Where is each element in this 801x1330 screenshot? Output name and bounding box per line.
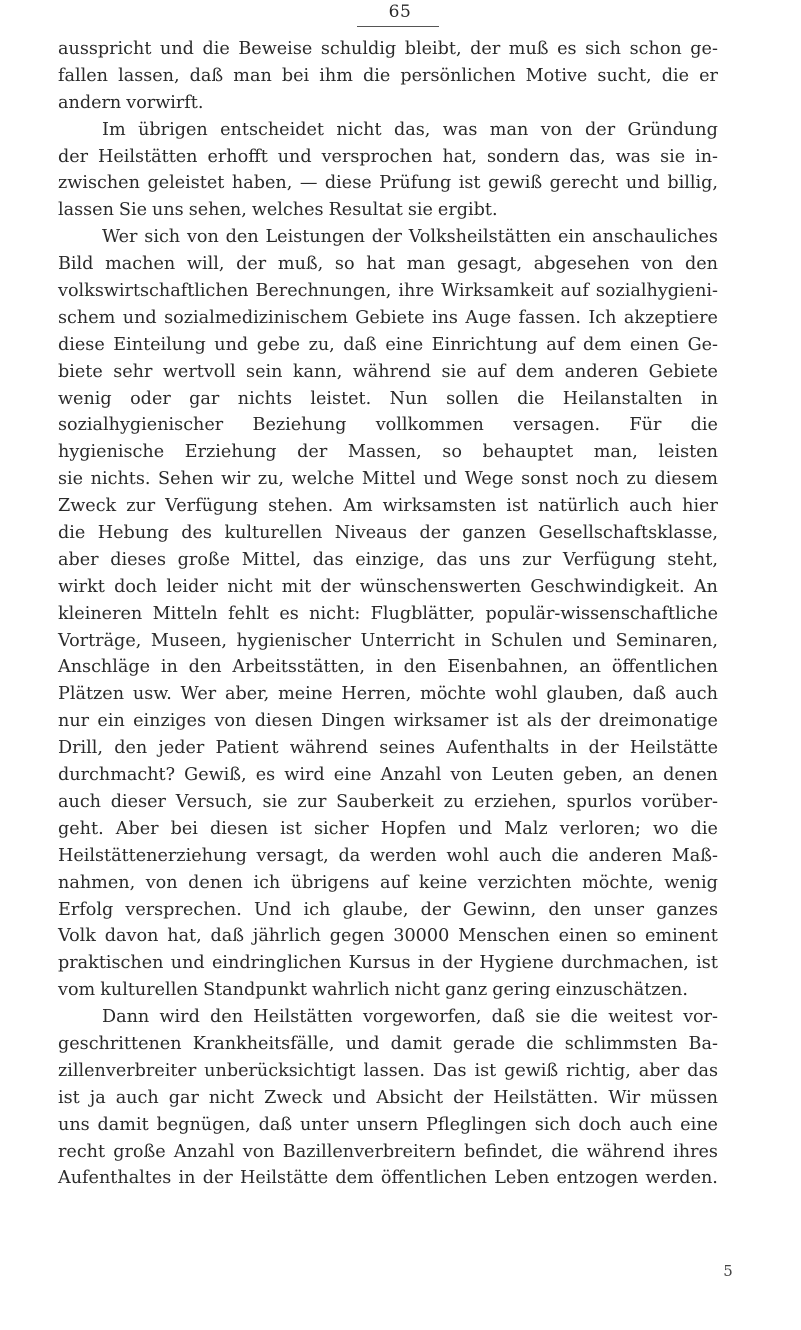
text-line: geht. Aber bei diesen ist sicher Hopfen und Malz verloren; wo die	[58, 818, 718, 839]
signature-mark: 5	[723, 1262, 733, 1280]
text-line: sie nichts. Sehen wir zu, welche Mittel und Wege sonst noch zu diesem	[58, 469, 718, 490]
text-line: ist ja auch gar nicht Zweck und Absicht der Heilstätten. Wir müssen	[58, 1087, 718, 1108]
text-line: Heilstättenerziehung versagt, da werden wohl auch die anderen Maß-	[58, 845, 718, 866]
text-line: Drill, den jeder Patient während seines Aufenthalts in der Heilstätte	[58, 738, 718, 759]
text-line: Anschläge in den Arbeitsstätten, in den Eisenbahnen, an öffentlichen	[58, 657, 718, 678]
page-number: 65	[388, 2, 412, 22]
text-line: Plätzen usw. Wer aber, meine Herren, möchte wohl glauben, daß auch	[58, 684, 718, 705]
text-line: fallen lassen, daß man bei ihm die persönlichen Motive sucht, die er	[58, 65, 718, 86]
text-line: Im übrigen entscheidet nicht das, was man von der Gründung	[102, 119, 718, 140]
text-line: die Hebung des kulturellen Niveaus der ganzen Gesellschaftsklasse,	[58, 523, 718, 544]
text-line: schem und sozialmedizinischem Gebiete ins Auge fassen. Ich akzeptiere	[58, 307, 718, 328]
text-line: der Heilstätten erhofft und versprochen hat, sondern das, was sie in-	[58, 146, 718, 167]
text-line: Aufenthaltes in der Heilstätte dem öffentlichen Leben entzogen werden.	[58, 1168, 718, 1189]
text-line: Dann wird den Heilstätten vorgeworfen, daß sie die weitest vor-	[102, 1007, 718, 1028]
text-line: Vorträge, Museen, hygienischer Unterricht in Schulen und Seminaren,	[58, 630, 718, 651]
body-text	[58, 36, 718, 1192]
text-line: geschrittenen Krankheitsfälle, und damit gerade die schlimmsten Ba-	[58, 1033, 718, 1054]
text-line: wirkt doch leider nicht mit der wünschenswerten Geschwindigkeit. An	[58, 576, 718, 597]
text-line: zillenverbreiter unberücksichtigt lassen. Das ist gewiß richtig, aber das	[58, 1060, 718, 1081]
text-line: andern vorwirft.	[58, 92, 204, 113]
text-line: vom kulturellen Standpunkt wahrlich nicht ganz gering einzuschätzen.	[58, 980, 688, 1001]
text-line: Bild machen will, der muß, so hat man gesagt, abgesehen von den	[58, 254, 718, 275]
text-line: uns damit begnügen, daß unter unsern Pfleglingen sich doch auch eine	[58, 1114, 718, 1135]
text-line: lassen Sie uns sehen, welches Resultat sie ergibt.	[58, 200, 498, 221]
text-line: nur ein einziges von diesen Dingen wirksamer ist als der dreimonatige	[58, 711, 718, 732]
header-rule	[357, 26, 439, 27]
text-line: praktischen und eindringlichen Kursus in der Hygiene durchmachen, ist	[58, 953, 718, 974]
text-line: sozialhygienischer Beziehung vollkommen versagen. Für die	[58, 415, 718, 436]
text-line: ausspricht und die Beweise schuldig bleibt, der muß es sich schon ge-	[58, 39, 718, 59]
text-line: wenig oder gar nichts leistet. Nun sollen die Heilanstalten in	[58, 388, 718, 409]
text-line: nahmen, von denen ich übrigens auf keine verzichten möchte, wenig	[58, 872, 718, 893]
text-line: auch dieser Versuch, sie zur Sauberkeit zu erziehen, spurlos vorüber-	[58, 791, 718, 812]
text-line: hygienische Erziehung der Massen, so behauptet man, leisten	[58, 442, 718, 463]
text-line: kleineren Mitteln fehlt es nicht: Flugblätter, populär-wissenschaftliche	[58, 603, 718, 624]
text-line: Erfolg versprechen. Und ich glaube, der Gewinn, den unser ganzes	[58, 899, 718, 920]
text-line: biete sehr wertvoll sein kann, während sie auf dem anderen Gebiete	[58, 361, 718, 382]
text-line: Wer sich von den Leistungen der Volksheilstätten ein anschauliches	[102, 227, 718, 248]
text-line: diese Einteilung und gebe zu, daß eine Einrichtung auf dem einen Ge-	[58, 334, 718, 355]
text-line: Volk davon hat, daß jährlich gegen 30000 Menschen einen so eminent	[58, 926, 718, 947]
text-line: durchmacht? Gewiß, es wird eine Anzahl von Leuten geben, an denen	[58, 765, 718, 786]
text-line: Zweck zur Verfügung stehen. Am wirksamsten ist natürlich auch hier	[58, 496, 718, 517]
text-line: recht große Anzahl von Bazillenverbreitern befindet, die während ihres	[58, 1141, 718, 1162]
text-line: aber dieses große Mittel, das einzige, das uns zur Verfügung steht,	[58, 549, 718, 570]
text-line: zwischen geleistet haben, — diese Prüfung ist gewiß gerecht und billig,	[58, 173, 718, 194]
text-line: volkswirtschaftlichen Berechnungen, ihre Wirksamkeit auf sozialhygieni-	[58, 281, 718, 302]
